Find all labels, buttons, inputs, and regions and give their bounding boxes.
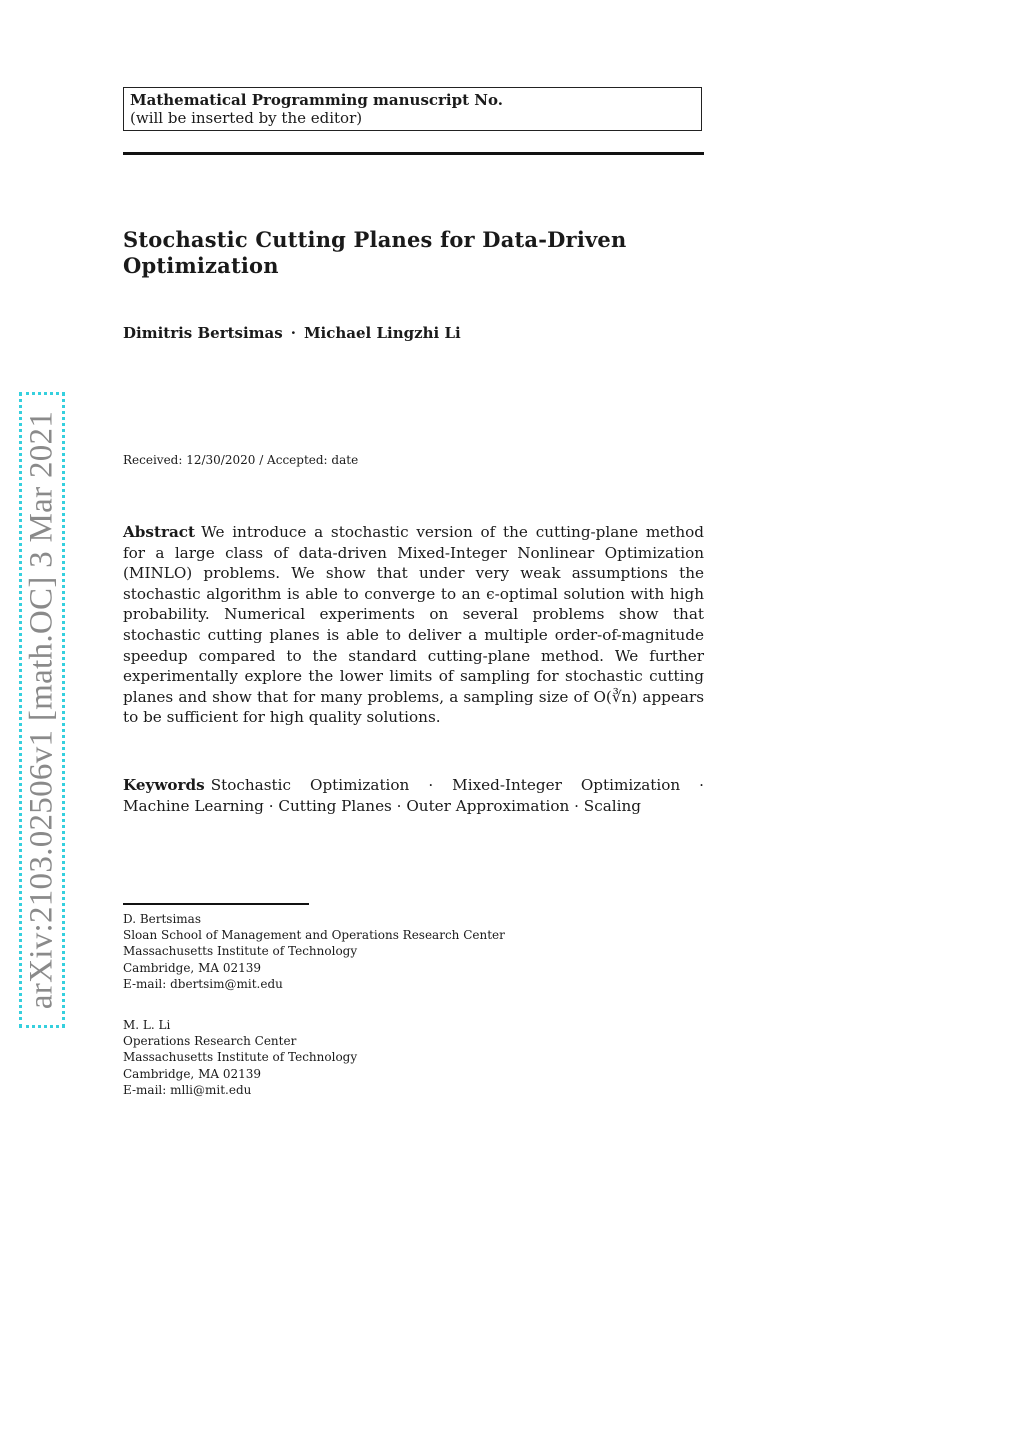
arxiv-identifier: arXiv:2103.02506v1 [math.OC] 3 Mar 2021	[23, 410, 60, 1010]
paper-title: Stochastic Cutting Planes for Data-Driven Optimization	[123, 227, 627, 278]
affiliation-name: D. Bertsimas	[123, 912, 201, 926]
affiliation-block	[123, 911, 505, 992]
keywords-text: Stochastic Optimization · Mixed-Integer Optimization · Machine Learning · Cutting Planes · Outer Approximation · Scaling	[123, 776, 704, 815]
abstract-text: We introduce a stochastic version of the cutting-plane method for a large class of data-driven Mixed-Integer Nonlinear Optimization (MINLO) problems. We show that under very weak assumptions the stochastic algorithm is able to converge to an ϵ-optimal solution with high probability. Numerical experiments on several problems show that stochastic cutting planes is able to deliver a multiple order-of-magnitude speedup compared to the standard cutting-plane method. We further experimentally explore the lower limits of sampling for stochastic cutting planes and show that for many problems, a sampling size of O(∛n) appears to be sufficient for high quality solutions.	[123, 523, 704, 727]
received-date: Received: 12/30/2020 / Accepted: date	[123, 453, 359, 467]
affiliation-block	[123, 1017, 357, 1098]
affiliation-institution: Massachusetts Institute of Technology	[123, 944, 358, 959]
keywords	[123, 775, 704, 816]
author-list	[123, 324, 461, 342]
arxiv-stamp	[19, 392, 65, 1028]
affiliation-email: E-mail: mlli@mit.edu	[123, 1082, 252, 1097]
affiliation-city: Cambridge, MA 02139	[123, 1066, 262, 1081]
author-name: Michael Lingzhi Li	[303, 324, 461, 342]
author-separator: ·	[290, 324, 296, 342]
keywords-label: Keywords	[123, 776, 205, 794]
abstract	[123, 522, 704, 728]
affiliation-city: Cambridge, MA 02139	[123, 960, 262, 975]
footnote-rule	[123, 903, 309, 905]
affiliation-department: Operations Research Center	[123, 1034, 297, 1049]
abstract-label: Abstract	[123, 523, 196, 541]
editor-info-box	[123, 87, 702, 131]
header-rule	[123, 152, 704, 155]
affiliation-name: M. L. Li	[123, 1018, 171, 1032]
author-name: Dimitris Bertsimas	[123, 324, 283, 342]
affiliation-department: Sloan School of Management and Operations Research Center	[123, 928, 505, 943]
affiliation-institution: Massachusetts Institute of Technology	[123, 1050, 358, 1065]
editor-line: (will be inserted by the editor)	[130, 109, 363, 127]
affiliation-email: E-mail: dbertsim@mit.edu	[123, 976, 283, 991]
journal-line: Mathematical Programming manuscript No.	[130, 91, 503, 109]
